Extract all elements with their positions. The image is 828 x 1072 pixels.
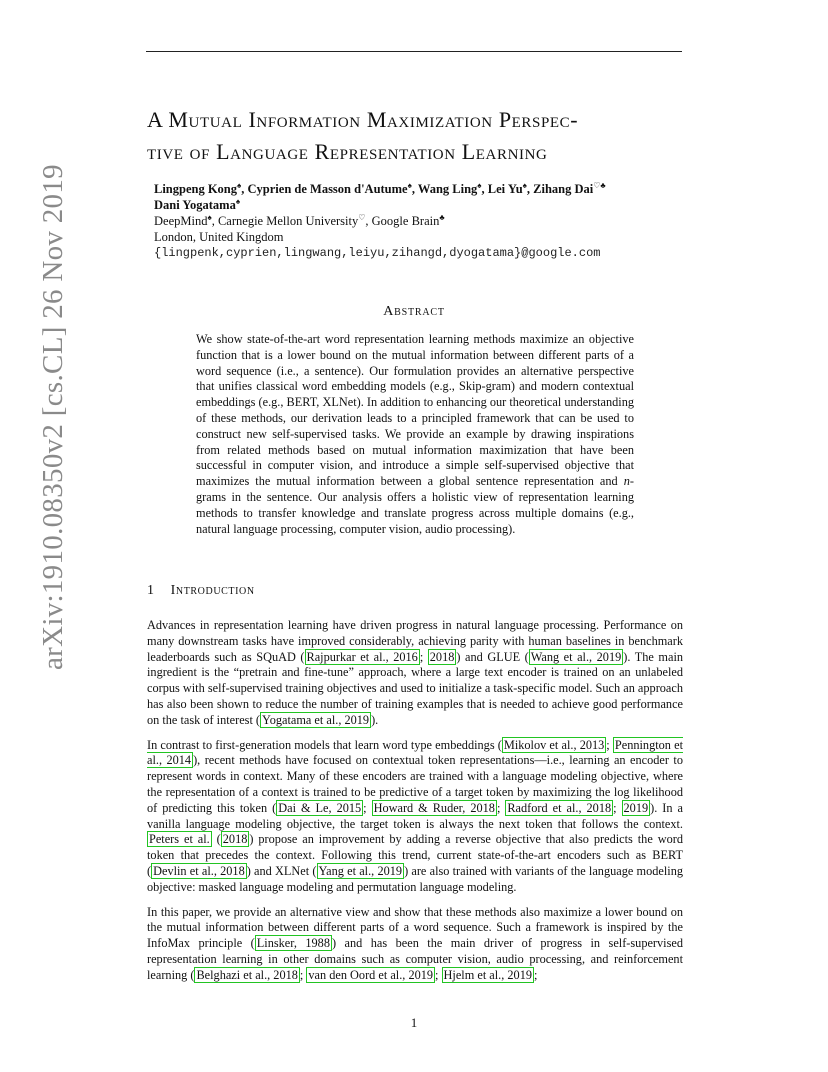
page-number: 1 [410, 1015, 418, 1030]
affiliation-google-brain: Google Brain [371, 214, 440, 228]
citation-link[interactable]: Wang et al., 2019 [530, 649, 622, 664]
title-line-2: tive of Language Representation Learning [147, 139, 548, 164]
citation-link[interactable]: Dai & Le, 2015 [278, 800, 362, 815]
section-title: Introduction [170, 583, 255, 598]
spade-marker: ♠ [407, 180, 412, 190]
author-block [154, 181, 714, 261]
section-number: 1 [147, 583, 155, 598]
author-name: Cyprien de Masson d'Autume [247, 182, 408, 196]
paper-title [147, 104, 707, 168]
spade-marker: ♠ [237, 180, 242, 190]
location: London, United Kingdom [154, 230, 284, 244]
citation-link[interactable]: Peters et al. [149, 832, 210, 847]
section-heading-introduction [147, 583, 255, 599]
citation-link[interactable]: Hjelm et al., 2019 [443, 967, 532, 982]
citation-link[interactable]: Yogatama et al., 2019 [262, 712, 370, 727]
abstract-heading: Abstract [383, 304, 445, 319]
citation-link[interactable]: Rajpurkar et al., 2016 [306, 649, 418, 664]
citation-link[interactable]: 2019 [623, 800, 649, 815]
citation-link[interactable]: Pennington et al., 2014 [147, 737, 683, 768]
citation-link[interactable]: Mikolov et al., 2013 [503, 737, 605, 752]
citation-link[interactable]: Howard & Ruder, 2018 [373, 800, 495, 815]
introduction-body [147, 618, 683, 993]
club-marker: ♣ [439, 212, 445, 222]
paragraph-2: In contrast to first-generation models that learn word type embeddings ( Mikolov et al., 2013 ; Pennington et al., 2014 ), recent methods have focused on contextual token representations—i.e., learning an encoder to represent words in context. Many of these encoders are trained with a language modeling objective, where the representation of a context is trained to be predictive of a target token by maximizing the log likelihood of predicting this token ( Dai & Le, 2015 ; Howard & Ruder, 2018 ; Radford et al., 2018 ; 2019 ). In a vanilla language modeling objective, the target token is always the next token that follows the context. Peters et al. ( 2018 ) propose an improvement by adding a reverse objective that also predicts the word token that precedes the context. Following this trend, current state-of-the-art encoders such as BERT ( Devlin et al., 2018 ) and XLNet ( Yang et al., 2019 ) are also trained with variants of the language modeling objective: masked language modeling and permutation language modeling. [147, 737, 683, 894]
citation-link[interactable]: Linsker, 1988 [256, 936, 330, 951]
citation-link[interactable]: van den Oord et al., 2019 [308, 967, 434, 982]
spade-marker: ♠ [207, 212, 212, 222]
author-name: Lingpeng Kong [154, 182, 238, 196]
arxiv-identifier: arXiv:1910.08350v2 [cs.CL] 26 Nov 2019 [37, 164, 69, 670]
author-name: Wang Ling [417, 182, 478, 196]
abstract-text: We show state-of-the-art word representation learning methods maximize an objective function that is a lower bound on the mutual information between different parts of a word sequence (i.e., a sentence). Our formulation provides an alternative perspective that unifies classical word embedding models (e.g., Skip-gram) and modern contextual embeddings (e.g., BERT, XLNet). In addition to enhancing our theoretical understanding of these methods, our derivation leads to a principled framework that can be used to construct new self-supervised tasks. We provide an example by drawing inspirations from related methods based on mutual information maximization that have been successful in computer vision, and introduce a simple self-supervised objective that maximizes the mutual information between a global sentence representation and n-grams in the sentence. Our analysis offers a holistic view of representation learning methods to transfer knowledge and translate progress across multiple domains (e.g., natural language processing, computer vision, audio processing). [196, 332, 634, 536]
title-line-1: A Mutual Information Maximization Perspec- [147, 107, 579, 132]
citation-link[interactable]: 2018 [429, 649, 455, 664]
author-names: Lingpeng Kong♠, Cyprien de Masson d'Autume♠, Wang Ling♠, Lei Yu♠, Zihang Dai♡♣ Dani Yogatama♠ [154, 180, 606, 212]
citation-link[interactable]: 2018 [222, 832, 248, 847]
email-addresses: {lingpenk,cyprien,lingwang,leiyu,zihangd,dyogatama}@google.com [154, 246, 601, 260]
affiliation-deepmind: DeepMind [154, 214, 208, 228]
affiliations: DeepMind♠, Carnegie Mellon University♡, Google Brain♣ [154, 212, 445, 228]
citation-link[interactable]: Yang et al., 2019 [318, 863, 403, 878]
paragraph-1: Advances in representation learning have driven progress in natural language processing. Performance on many downstream tasks have improved considerably, achieving parity with human baselines in benchmark leaderboards such as SQuAD ( Rajpurkar et al., 2016 ; 2018 ) and GLUE ( Wang et al., 2019 ). The main ingredient is the “pretrain and fine-tune” approach, where a large text encoder is trained on an unlabeled corpus with self-supervised training objectives and used to initialize a task-specific model. Such an approach has also been shown to reduce the number of training examples that is needed to achieve good performance on the task of interest ( Yogatama et al., 2019 ). [147, 618, 684, 727]
citation-link[interactable]: Devlin et al., 2018 [153, 863, 245, 878]
math-n: n [623, 474, 630, 489]
author-name: Lei Yu [487, 182, 523, 196]
citation-link[interactable]: Belghazi et al., 2018 [196, 967, 298, 982]
spade-marker: ♠ [522, 180, 527, 190]
top-rule [146, 51, 682, 52]
paragraph-3: In this paper, we provide an alternative view and show that these methods also maximize a lower bound on the mutual information between different parts of a word sequence. Such a framework is inspired by the InfoMax principle ( Linsker, 1988 ) and has been the main driver of progress in self-supervised representation learning in other domains such as computer vision, audio processing, and reinforcement learning ( Belghazi et al., 2018 ; van den Oord et al., 2019 ; Hjelm et al., 2019 ; [147, 904, 683, 982]
citation-link[interactable]: Radford et al., 2018 [507, 800, 612, 815]
affiliation-cmu: Carnegie Mellon University [217, 214, 359, 228]
author-name: Dani Yogatama [154, 198, 236, 212]
spade-marker: ♠ [235, 196, 241, 206]
author-name: Zihang Dai [533, 182, 594, 196]
heart-club-marker: ♡♣ [593, 180, 606, 190]
heart-marker: ♡ [358, 212, 366, 222]
spade-marker: ♠ [477, 180, 482, 190]
